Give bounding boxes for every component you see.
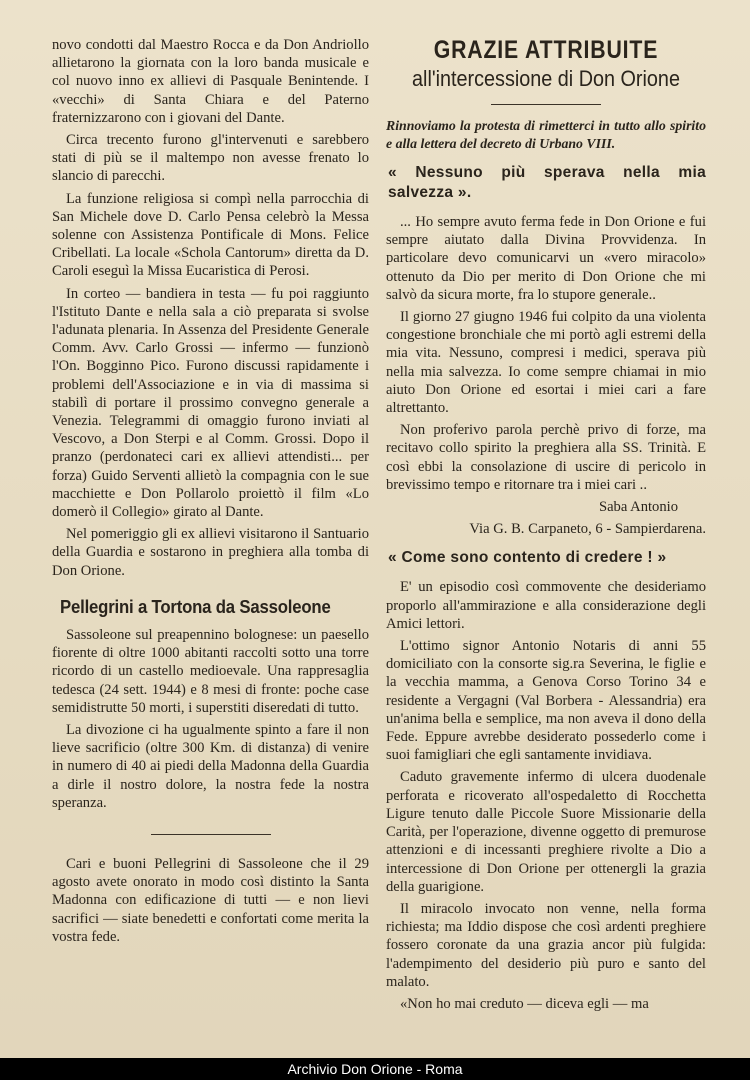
right-column: [386, 36, 706, 1017]
grace-paragraph: Il giorno 27 giugno 1946 fui colpito da una violenta congestione bronchiale che mi portò agli estremi della mia vita. Nessuno, compresi i medici, sperava più nella mia salvezza. Io come sempre chiamai in mio aiuto Don Orione ed esortai i miei cari a fare altrettanto.: [386, 309, 706, 417]
left-column: [52, 36, 369, 950]
article-paragraph: Sassoleone sul preapennino bolognese: un paesello fiorente di oltre 1000 abitanti raccolti sotto una torre ricordo di un castello medioevale. Una rappresaglia tedesca (24 sett. 1944) e 8 mesi di fronte: poche case semidistrutte 50 morti, i superstiti diseredati di tutto.: [52, 626, 369, 716]
signature-address: Via G. B. Carpaneto, 6 - Sampierdarena.: [469, 521, 706, 538]
grace-paragraph: «Non ho mai creduto — diceva egli — ma: [400, 995, 649, 1012]
page-title: GRAZIE ATTRIBUITE: [433, 36, 659, 64]
grace-paragraph: Il miracolo invocato non venne, nella forma richiesta; ma Iddio dispose che così ardenti preghiere fossero coronate da una grazia ancor più fulgida: l'adempimento del desiderio più puro e santo del malato.: [386, 900, 706, 990]
grace-paragraph: Non proferivo parola perchè privo di forze, ma recitavo collo spirito la preghiera alla SS. Trinità. E così ebbi la consolazione di uscire di pericolo in brevissimo tempo e ritornare tra i miei cari ..: [386, 422, 706, 493]
signature: Saba Antonio: [598, 499, 678, 516]
article-paragraph: La divozione ci ha ugualmente spinto a fare il non lieve sacrificio (oltre 300 Km. di distanza) di venire in numero di 40 ai piedi della Madonna della Guardia a dirle il nostro dolore, la nostra fede la nostra speranza.: [52, 721, 369, 811]
grace-paragraph: E' un episodio così commovente che desideriamo proporlo all'ammirazione e alla considerazione degli Amici lettori.: [386, 579, 706, 632]
grace-paragraph: L'ottimo signor Antonio Notaris di anni 55 domiciliato con la consorte sig.ra Severina, le figlie e la vecchia mamma, a Genova Corso Torino 34 e residente a Vergagni (Val Borbera - Alessandria) era un'anima bella e semplice, ma non aveva il dono della Fede. Eppure avrebbe desiderato possederlo come i suoi famigliari che egli santamente invidiava.: [386, 638, 706, 764]
page-subtitle: all'intercessione di Don Orione: [412, 66, 680, 91]
grace-paragraph: Caduto gravemente infermo di ulcera duodenale perforata e ricoverato all'ospedaletto di Rocchetta Ligure tenuto dalle Piccole Suore Missionarie della Carità, per l'operazione, divenne oggetto di premurose attenzioni e di incessanti preghiere rivolte a Dio a intercessione di Don Orione per ottenergli la grazia della guarigione.: [386, 769, 706, 895]
divider: [151, 834, 271, 835]
article-paragraph: La funzione religiosa si compì nella parrocchia di San Michele dove D. Carlo Pensa celebrò la Messa solenne con Assistenza Pontificale di Mons. Felice Cribellati. La locale «Schola Cantorum» diretta da D. Caroli eseguì la Missa Eucaristica di Perosi.: [52, 190, 369, 280]
disclaimer-note: Rinnoviamo la protesta di rimetterci in tutto allo spirito e alla lettera del decreto di Urbano VIII.: [386, 118, 706, 151]
article-paragraph: Nel pomeriggio gli ex allievi visitarono il Santuario della Guardia e sostarono in preghiera alla tomba di Don Orione.: [52, 526, 369, 579]
archive-footer: Archivio Don Orione - Roma: [0, 1058, 750, 1080]
article-paragraph: Circa trecento furono gl'intervenuti e sarebbero stati di più se il maltempo non avesse frenato lo slancio di parecchi.: [52, 132, 369, 185]
article-paragraph: novo condotti dal Maestro Rocca e da Don Andriollo allietarono la giornata con la loro banda musicale e col nuovo inno ex allievi di Pasquale Benintende. I «vecchi» di Santa Chiara e del Paterno fraternizzarono con i giovani del Dante.: [52, 37, 369, 126]
closing-paragraph: Cari e buoni Pellegrini di Sassoleone che il 29 agosto avete onorato in modo così distinto la Santa Madonna con edificazione di tutti — e non lievi sacrifici — siate benedetti e confortati come merita la vostra fede.: [52, 855, 369, 945]
article-paragraph: In corteo — bandiera in testa — fu poi raggiunto l'Istituto Dante e nella sala a ciò preparata si svolse l'adunata plenaria. In Assenza del Presidente Generale Comm. Avv. Carlo Grossi — infermo — funzionò l'On. Bogginno Pico. Furono discussi rapidamente i problemi dell'Associazione e in via di massima si stabilì di portare il prossimo convegno generale a Venezia. Telegrammi di omaggio furono inviati al Vescovo, a Don Sterpi e al Comm. Grossi. Dopo il pranzo (perdonateci cari ex allievi attendisti... per forza) Guido Serventi allietò la compagnia con le sue macchiette e Don Pollarolo proiettò il film «Lo domerò il Collegio» girato al Dante.: [52, 285, 369, 521]
divider: [491, 104, 601, 105]
grace-heading: « Come sono contento di credere ! »: [388, 549, 667, 567]
section-title: Pellegrini a Tortona da Sassoleone: [60, 596, 331, 617]
grace-paragraph: ... Ho sempre avuto ferma fede in Don Orione e fui sempre aiutato dalla Divina Provvidenza. In particolare devo comunicarvi un «vero miracolo» ottenuto da Dio per merito di Don Orione che mi salvò da sicura morte, fra lo stupore generale..: [386, 214, 706, 303]
grace-heading: « Nessuno più sperava nella mia salvezza ».: [388, 164, 706, 201]
